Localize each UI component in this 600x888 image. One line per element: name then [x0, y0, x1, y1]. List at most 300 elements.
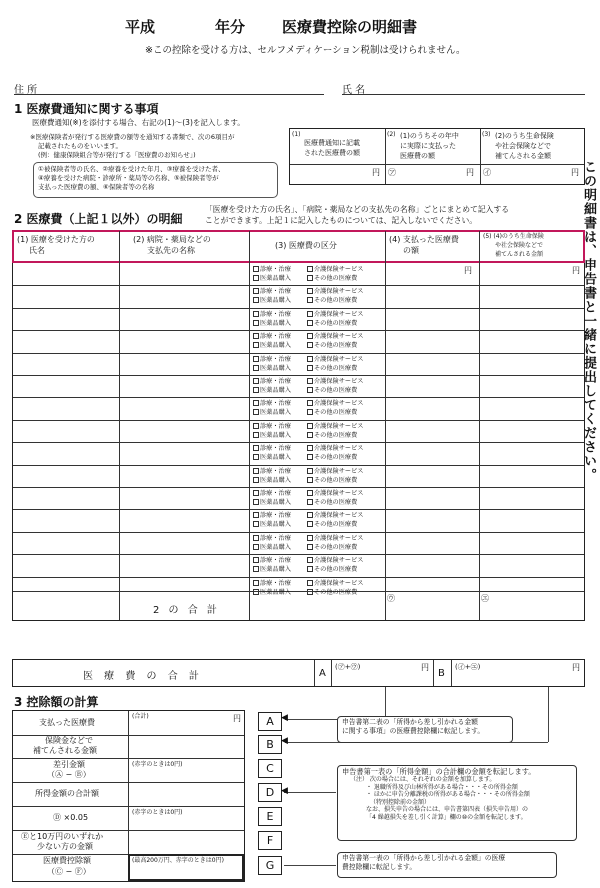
section1-heading: 1 医療費通知に関する事項 [14, 102, 159, 116]
checkbox[interactable] [307, 423, 313, 429]
notice-col2-l1: (1)のうちその年中 [400, 132, 459, 140]
cat-medicine-purchase-label: 医薬品購入 [260, 521, 291, 529]
total-b-yen: 円 [572, 663, 580, 672]
cat-care-service-label: 介護保険サービス [314, 467, 364, 475]
detail-covered-amount-input[interactable] [482, 422, 582, 440]
notice-col2-l2: に実際に支払った [400, 142, 456, 150]
checkbox[interactable] [253, 409, 259, 415]
checkbox[interactable] [307, 432, 313, 438]
cat-care-service-label: 介護保険サービス [314, 400, 364, 408]
cat-other-medical [307, 521, 357, 529]
notice-col2-yen: 円 [466, 168, 474, 177]
total-box-b: B [438, 668, 445, 679]
detail-col4-l1: (4) 支払った医療費 [389, 235, 459, 244]
cat-medicine-purchase [253, 499, 291, 507]
cat-medicine-purchase-label: 医薬品購入 [260, 543, 291, 551]
notice-col1-input[interactable] [292, 166, 382, 183]
notice-col1-l1: 医療費通知に記載 [304, 139, 360, 147]
cat-medicine-purchase-label: 医薬品購入 [260, 454, 291, 462]
calc-letter-b: B [258, 735, 282, 754]
calc-row7-l1: 医療費控除額 [43, 856, 91, 865]
checkbox[interactable] [253, 499, 259, 505]
cat-other-medical [307, 566, 357, 574]
detail-patient-name-input[interactable] [15, 579, 117, 597]
cat-medical-treatment-label: 診療・治療 [260, 490, 291, 497]
detail-patient-name-input[interactable] [15, 534, 117, 552]
cat-other-medical [307, 365, 357, 373]
detail-paid-amount-input[interactable] [388, 444, 477, 462]
cat-medical-treatment-label: 診療・治療 [260, 422, 291, 430]
detail-payee-name-input[interactable] [122, 310, 247, 328]
cat-care-service [307, 356, 364, 364]
checkbox[interactable] [307, 365, 313, 371]
era-label: 平成 [125, 18, 156, 36]
section2-note-2: ことができます。上記１に記入したものについては、記入しないでください。 [205, 216, 478, 225]
checkbox[interactable] [307, 580, 313, 586]
calc-row3-hint: (赤字のときは0円) [132, 761, 183, 768]
detail-paid-amount-input[interactable] [388, 579, 477, 597]
callout-top-l2: に関する事項」の医療費控除欄に転記します。 [342, 727, 485, 735]
checkbox[interactable] [307, 454, 313, 460]
cat-medicine-purchase [253, 477, 291, 485]
cat-medicine-purchase-label: 医薬品購入 [260, 319, 291, 327]
detail-covered-amount-input[interactable] [482, 355, 582, 373]
cat-medical-treatment [253, 580, 291, 588]
detail-total-label: 2 の 合 計 [153, 605, 220, 616]
checkbox[interactable] [307, 275, 313, 281]
detail-payee-name-input[interactable] [122, 422, 247, 440]
checkbox[interactable] [253, 333, 259, 339]
cat-other-medical [307, 342, 357, 350]
detail-row [13, 375, 584, 397]
checkbox[interactable] [307, 477, 313, 483]
detail-paid-amount-input[interactable] [388, 399, 477, 417]
notice-col3-input[interactable] [495, 166, 567, 183]
detail-row [13, 420, 584, 442]
calc-row7-input[interactable] [128, 854, 244, 881]
detail-patient-name-input[interactable] [15, 355, 117, 373]
calc-row6-l1: Ⓔと10万円のいずれか [21, 832, 104, 841]
checkbox[interactable] [307, 378, 313, 384]
detail-patient-name-input[interactable] [15, 511, 117, 529]
detail-paid-amount-input[interactable] [388, 422, 477, 440]
detail-covered-amount-input[interactable] [482, 332, 582, 350]
form-subtitle: ※この控除を受ける方は、セルフメディケーション税制は受けられません。 [145, 45, 466, 56]
calc-row5-label: Ⓓ ×0.05 [53, 813, 89, 822]
cat-medicine-purchase [253, 275, 291, 283]
detail-paid-amount-input[interactable] [388, 332, 477, 350]
total-a-input[interactable] [335, 672, 430, 685]
detail-payee-name-input[interactable] [122, 579, 247, 597]
checkbox[interactable] [307, 320, 313, 326]
detail-paid-amount-input[interactable] [388, 534, 477, 552]
cat-medicine-purchase-label: 医薬品購入 [260, 275, 291, 282]
detail-paid-amount-input[interactable] [388, 511, 477, 529]
detail-covered-amount-input[interactable] [482, 467, 582, 485]
checkbox[interactable] [307, 445, 313, 451]
medical-detail-table [12, 230, 585, 621]
detail-row [13, 465, 584, 487]
cat-medical-treatment-label: 診療・治療 [260, 445, 291, 453]
calc-row6-input[interactable] [131, 833, 241, 852]
callout-bottom-l1: 申告書第一表の「所得から差し引かれる金額」の医療 [342, 854, 506, 862]
checkbox[interactable] [307, 512, 313, 518]
cat-other-medical-label: その他の医療費 [314, 275, 358, 282]
checkbox[interactable] [307, 333, 313, 339]
cat-medicine-purchase [253, 387, 291, 395]
cat-medical-treatment [253, 311, 291, 319]
checkbox[interactable] [253, 445, 259, 451]
detail-covered-amount-input[interactable] [482, 310, 582, 328]
mark-e: ㋓ [481, 594, 489, 603]
cat-care-service-label: 介護保険サービス [314, 512, 364, 520]
checkbox[interactable] [307, 400, 313, 406]
calc-row1-yen: 円 [233, 714, 241, 723]
cat-care-service-label: 介護保険サービス [314, 378, 364, 385]
detail-row [13, 577, 584, 599]
checkbox[interactable] [253, 557, 259, 563]
checkbox[interactable] [253, 423, 259, 429]
notice-table [289, 128, 585, 185]
detail-payee-name-input[interactable] [122, 265, 247, 283]
cat-medicine-purchase-label: 医薬品購入 [260, 297, 291, 305]
cat-medicine-purchase-label: 医薬品購入 [260, 342, 291, 350]
detail-patient-name-input[interactable] [15, 556, 117, 574]
cat-care-service-label: 介護保険サービス [314, 355, 364, 363]
cat-medical-treatment-label: 診療・治療 [260, 333, 291, 341]
year-label: 年分 [215, 18, 246, 36]
cat-medical-treatment [253, 288, 291, 296]
detail-covered-amount-input[interactable] [482, 287, 582, 305]
checkbox[interactable] [253, 311, 259, 317]
detail-payee-name-input[interactable] [122, 377, 247, 395]
detail-patient-name-input[interactable] [15, 287, 117, 305]
section1-items-box [33, 162, 278, 198]
checkbox[interactable] [307, 499, 313, 505]
checkbox[interactable] [307, 297, 313, 303]
checkbox[interactable] [253, 544, 259, 550]
calc-row5-input[interactable] [131, 817, 241, 828]
checkbox[interactable] [253, 266, 259, 272]
form-title: 医療費控除の明細書 [282, 18, 418, 36]
detail-col1-l1: (1) 医療を受けた方の [17, 235, 95, 244]
cat-care-service-label: 介護保険サービス [314, 445, 364, 453]
cat-medical-treatment-label: 診療・治療 [260, 378, 291, 385]
checkbox[interactable] [253, 365, 259, 371]
detail-covered-amount-input[interactable] [482, 377, 582, 395]
detail-col1-l2: 氏名 [29, 246, 45, 255]
cat-medical-treatment [253, 356, 291, 364]
checkbox[interactable] [307, 288, 313, 294]
detail-total-covered-input[interactable] [489, 603, 581, 619]
cat-care-service-label: 介護保険サービス [314, 557, 364, 565]
checkbox[interactable] [253, 468, 259, 474]
cat-other-medical-label: その他の医療費 [314, 476, 358, 484]
checkbox[interactable] [307, 566, 313, 572]
detail-paid-amount-input[interactable] [388, 489, 477, 507]
connector-b [548, 687, 549, 742]
medical-total-label: 医 療 費 の 合 計 [83, 671, 203, 682]
detail-row [13, 330, 584, 352]
detail-payee-name-input[interactable] [122, 355, 247, 373]
checkbox[interactable] [307, 557, 313, 563]
cat-medical-treatment [253, 266, 291, 274]
checkbox[interactable] [253, 589, 259, 595]
cat-medical-treatment [253, 490, 291, 498]
checkbox[interactable] [253, 580, 259, 586]
detail-payee-name-input[interactable] [122, 287, 247, 305]
calc-letter-g: G [258, 856, 282, 875]
calc-letter-a: A [258, 712, 282, 731]
detail-paid-amount-input[interactable] [388, 556, 477, 574]
checkbox[interactable] [253, 275, 259, 281]
detail-patient-name-input[interactable] [15, 467, 117, 485]
detail-col5-l1: (5) (4)のうち生命保険 [483, 233, 544, 240]
detail-total-paid-input[interactable] [393, 603, 477, 619]
checkbox[interactable] [253, 288, 259, 294]
calc-row3-input[interactable] [131, 769, 241, 781]
detail-payee-name-input[interactable] [122, 556, 247, 574]
cat-medical-treatment [253, 557, 291, 565]
cat-other-medical [307, 432, 357, 440]
calc-row2-l1: 保険金などで [45, 736, 93, 745]
checkbox[interactable] [253, 477, 259, 483]
cat-medicine-purchase [253, 365, 291, 373]
cat-care-service [307, 400, 364, 408]
notice-col2-input[interactable] [400, 166, 462, 183]
detail-row [13, 442, 584, 464]
callout-top-l1: 申告書第二表の「所得から差し引かれる金額 [342, 718, 478, 726]
cat-medical-treatment [253, 333, 291, 341]
detail-covered-yen: 円 [572, 266, 580, 275]
callout-mid-l1: 申告書第一表の「所得金額」の合計欄の金額を転記します。 [342, 767, 536, 776]
cat-care-service [307, 288, 364, 296]
cat-care-service [307, 378, 364, 386]
checkbox[interactable] [307, 387, 313, 393]
checkbox[interactable] [307, 544, 313, 550]
detail-row [13, 487, 584, 509]
cat-other-medical-label: その他の医療費 [314, 342, 358, 350]
detail-paid-amount-input[interactable] [388, 310, 477, 328]
checkbox[interactable] [253, 342, 259, 348]
cat-medicine-purchase [253, 297, 291, 305]
cat-other-medical [307, 297, 357, 305]
detail-row [13, 263, 584, 285]
checkbox[interactable] [253, 432, 259, 438]
detail-paid-amount-input[interactable] [388, 467, 477, 485]
detail-payee-name-input[interactable] [122, 511, 247, 529]
cat-medicine-purchase [253, 521, 291, 529]
callout-mid [337, 765, 577, 841]
cat-other-medical-label: その他の医療費 [314, 431, 358, 439]
detail-paid-amount-input[interactable] [388, 377, 477, 395]
cat-other-medical [307, 275, 357, 283]
detail-patient-name-input[interactable] [15, 489, 117, 507]
checkbox[interactable] [253, 320, 259, 326]
detail-payee-name-input[interactable] [122, 467, 247, 485]
calc-letter-e: E [258, 807, 282, 826]
cat-other-medical-label: その他の医療費 [314, 588, 358, 596]
detail-covered-amount-input[interactable] [482, 399, 582, 417]
cat-medicine-purchase [253, 320, 291, 328]
notice-col3-l3: 補てんされる金額 [495, 152, 551, 160]
calc-letter-d: D [258, 783, 282, 802]
detail-col3: (3) 医療費の区分 [275, 241, 337, 250]
detail-covered-amount-input[interactable] [482, 444, 582, 462]
callout-mid-note5: なお、損失申告の場合には、申告書第四表（損失申告用）の [366, 806, 529, 813]
checkbox[interactable] [253, 378, 259, 384]
calc-letter-c: C [258, 759, 282, 778]
checkbox[interactable] [253, 356, 259, 362]
callout-bottom [337, 852, 557, 878]
medical-total-box [12, 659, 585, 687]
calc-row2-input[interactable] [131, 738, 241, 756]
calc-row1-input[interactable] [131, 721, 241, 733]
cat-care-service [307, 557, 364, 565]
total-box-a: A [319, 668, 326, 679]
cat-medical-treatment-label: 診療・治療 [260, 310, 291, 318]
checkbox[interactable] [307, 356, 313, 362]
total-formula-b: (㋑+㋓) [455, 663, 481, 671]
calc-row4-label: 所得金額の合計額 [35, 789, 99, 798]
checkbox[interactable] [253, 490, 259, 496]
checkbox[interactable] [307, 266, 313, 272]
cat-medical-treatment-label: 診療・治療 [260, 534, 291, 542]
checkbox[interactable] [253, 521, 259, 527]
cat-medical-treatment [253, 378, 291, 386]
checkbox[interactable] [307, 409, 313, 415]
section1-note-3: (例：健康保険組合等が発行する「医療費のお知らせ」) [38, 151, 196, 159]
cat-other-medical-label: その他の医療費 [314, 543, 358, 551]
checkbox[interactable] [253, 454, 259, 460]
cat-other-medical [307, 477, 357, 485]
calc-row4-input[interactable] [131, 785, 241, 804]
detail-patient-name-input[interactable] [15, 310, 117, 328]
section1-instruction: 医療費通知(※)を添付する場合、右記の(1)〜(3)を記入します。 [32, 118, 245, 127]
notice-col3-l2: や社会保険などで [495, 142, 551, 150]
checkbox[interactable] [307, 589, 313, 595]
cat-other-medical-label: その他の医療費 [314, 521, 358, 529]
cat-medical-treatment-label: 診療・治療 [260, 400, 291, 408]
cat-care-service [307, 423, 364, 431]
cat-medicine-purchase [253, 432, 291, 440]
cat-other-medical-label: その他の医療費 [314, 409, 358, 417]
total-b-input[interactable] [455, 672, 581, 685]
detail-patient-name-input[interactable] [15, 265, 117, 283]
checkbox[interactable] [253, 297, 259, 303]
name-label: 氏 名 [342, 85, 366, 96]
cat-medical-treatment-label: 診療・治療 [260, 512, 291, 520]
cat-other-medical [307, 544, 357, 552]
notice-col2-num: (2) [387, 131, 396, 138]
checkbox[interactable] [253, 387, 259, 393]
notice-col1-num: (1) [292, 131, 301, 138]
checkbox[interactable] [307, 490, 313, 496]
total-a-yen: 円 [421, 663, 429, 672]
cat-medicine-purchase-label: 医薬品購入 [260, 566, 291, 574]
cat-medicine-purchase-label: 医薬品購入 [260, 364, 291, 372]
checkbox[interactable] [253, 566, 259, 572]
detail-covered-amount-input[interactable] [482, 534, 582, 552]
cat-care-service [307, 580, 364, 588]
detail-covered-amount-input[interactable] [482, 489, 582, 507]
detail-patient-name-input[interactable] [15, 422, 117, 440]
cat-medical-treatment [253, 535, 291, 543]
cat-care-service-label: 介護保険サービス [314, 266, 364, 273]
cat-medical-treatment-label: 診療・治療 [260, 557, 291, 565]
checkbox[interactable] [307, 311, 313, 317]
cat-medical-treatment-label: 診療・治療 [260, 266, 291, 273]
calc-row1-hint: (合計) [132, 713, 149, 720]
detail-paid-amount-input[interactable] [388, 287, 477, 305]
connector-a [385, 687, 386, 719]
detail-patient-name-input[interactable] [15, 444, 117, 462]
detail-patient-name-input[interactable] [15, 332, 117, 350]
cat-other-medical-label: その他の医療費 [314, 297, 358, 305]
detail-paid-amount-input[interactable] [388, 355, 477, 373]
checkbox[interactable] [307, 342, 313, 348]
cat-other-medical-label: その他の医療費 [314, 387, 358, 394]
cat-other-medical [307, 409, 357, 417]
checkbox[interactable] [253, 512, 259, 518]
cat-medicine-purchase [253, 544, 291, 552]
cat-medicine-purchase-label: 医薬品購入 [260, 409, 291, 417]
cat-medicine-purchase [253, 454, 291, 462]
cat-other-medical-label: その他の医療費 [314, 454, 358, 462]
checkbox[interactable] [253, 535, 259, 541]
cat-medicine-purchase [253, 409, 291, 417]
detail-covered-amount-input[interactable] [482, 511, 582, 529]
detail-covered-amount-input[interactable] [482, 556, 582, 574]
detail-payee-name-input[interactable] [122, 332, 247, 350]
callout-mid-note1: （注） 次の場合には、それぞれの金額を加算します。 [350, 776, 496, 783]
section3-heading: 3 控除額の計算 [14, 695, 99, 709]
name-line[interactable] [342, 94, 585, 95]
detail-covered-amount-input[interactable] [482, 265, 582, 283]
detail-payee-name-input[interactable] [122, 399, 247, 417]
detail-payee-name-input[interactable] [122, 489, 247, 507]
cat-care-service-label: 介護保険サービス [314, 490, 364, 497]
detail-patient-name-input[interactable] [15, 399, 117, 417]
address-label: 住 所 [14, 85, 38, 96]
checkbox[interactable] [307, 535, 313, 541]
detail-col2-l2: 支払先の名称 [147, 246, 195, 255]
cat-medical-treatment-label: 診療・治療 [260, 288, 291, 296]
cat-care-service [307, 445, 364, 453]
checkbox[interactable] [307, 468, 313, 474]
cat-medicine-purchase-label: 医薬品購入 [260, 476, 291, 484]
cat-care-service-label: 介護保険サービス [314, 333, 364, 341]
detail-payee-name-input[interactable] [122, 534, 247, 552]
callout-mid-note3: ・ ほかに申告分離課税の所得がある場合・・・その所得金額 [366, 791, 530, 798]
checkbox[interactable] [307, 521, 313, 527]
detail-payee-name-input[interactable] [122, 444, 247, 462]
checkbox[interactable] [253, 400, 259, 406]
cat-care-service-label: 介護保険サービス [314, 288, 364, 296]
address-line[interactable] [14, 94, 324, 95]
section1-items-1: ①被保険者等の氏名、②療養を受けた年月、③療養を受けた者、 [38, 165, 225, 173]
cat-medical-treatment [253, 400, 291, 408]
cat-other-medical-label: その他の医療費 [314, 319, 358, 327]
detail-patient-name-input[interactable] [15, 377, 117, 395]
cat-other-medical [307, 499, 357, 507]
detail-paid-yen: 円 [464, 266, 472, 275]
cat-other-medical [307, 387, 357, 395]
section1-note-1: ※医療保険者が発行する医療費の額等を通知する書類で、次の6項目が [30, 133, 235, 141]
total-formula-a: (㋐+㋒) [335, 663, 361, 671]
cat-care-service [307, 333, 364, 341]
detail-covered-amount-input[interactable] [482, 579, 582, 597]
